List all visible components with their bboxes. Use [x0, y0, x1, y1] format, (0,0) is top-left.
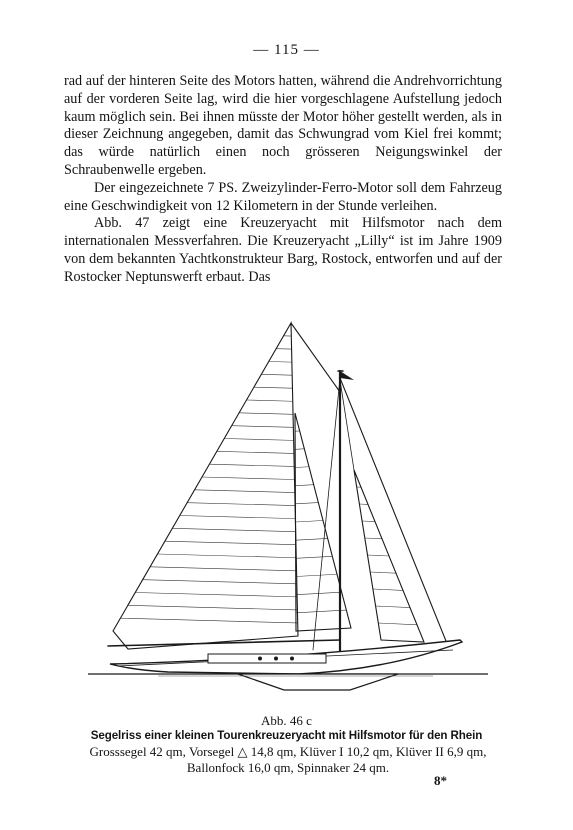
body-text	[64, 73, 502, 287]
porthole	[258, 657, 262, 661]
page-number: — 115 —	[253, 42, 320, 58]
foresail-outline	[295, 413, 351, 631]
signature-mark: 8*	[434, 773, 447, 788]
hatch-line	[370, 572, 396, 573]
hatch-line	[378, 623, 417, 625]
hatch-line	[373, 589, 403, 590]
figure-title: Segelriss einer kleinen Tourenkreuzeryacht mit Hilfsmotor für den Rhein	[90, 729, 483, 742]
hatch-line	[295, 449, 304, 450]
shroud	[313, 378, 340, 650]
jib-hatching	[357, 487, 417, 625]
figure-label: Abb. 46 c	[261, 713, 312, 728]
hatch-line	[376, 606, 410, 608]
sail-plan-figure	[88, 318, 488, 708]
hatch-line	[187, 503, 295, 506]
hatch-line	[232, 426, 294, 428]
hatch-line	[165, 541, 296, 545]
hatch-line	[180, 516, 296, 519]
hatch-line	[296, 556, 333, 558]
hatch-line	[296, 574, 337, 576]
foresail-hatching	[295, 431, 346, 613]
hatch-line	[247, 400, 293, 401]
paragraph: Der eingezeichnete 7 PS. Zweizylinder-Ferro-Motor soll dem Fahrzeug eine Geschwindigkeit von 12 Kilometern in der Stunde verleihen.	[64, 179, 502, 214]
hatch-line	[202, 477, 295, 480]
hatch-line	[209, 464, 294, 466]
pennant-flag	[340, 371, 354, 380]
hatch-line	[261, 374, 292, 375]
figure-details: Grosssegel 42 qm, Vorsegel △ 14,8 qm, Klüver I 10,2 qm, Klüver II 6,9 qm, Ballonfock 16,0 qm, Spinnaker 24 qm.	[89, 744, 487, 775]
hatch-line	[217, 451, 294, 453]
mainsail-hatching	[120, 336, 297, 623]
hatch-line	[296, 538, 328, 540]
hatch-line	[269, 362, 292, 363]
hatch-line	[295, 467, 309, 468]
hatch-line	[368, 555, 390, 556]
boom	[108, 640, 340, 646]
hatch-line	[365, 538, 382, 539]
porthole	[290, 657, 294, 661]
hatch-line	[362, 521, 375, 522]
hatch-line	[224, 439, 293, 441]
forestay	[340, 378, 448, 646]
keel	[238, 674, 398, 690]
hatch-line	[295, 503, 318, 504]
hatch-line	[128, 605, 298, 610]
hatch-line	[158, 554, 297, 558]
mainsail-outline	[113, 323, 298, 649]
hatch-line	[135, 593, 297, 597]
jib-outline	[354, 470, 424, 642]
hatch-line	[296, 610, 346, 613]
porthole	[274, 657, 278, 661]
hatch-line	[239, 413, 293, 414]
paragraph: Abb. 47 zeigt eine Kreuzeryacht mit Hilfsmotor nach dem internationalen Messverfahren. Die Kreuzeryacht „Lilly“ ist im Jahre 1909 von dem bekannten Yachtkonstrukteur Barg, Rostock, entworfen und auf der Rostocker Neptunswerft erbaut. Das	[64, 215, 502, 285]
hatch-line	[295, 485, 313, 486]
hatch-line	[172, 528, 295, 531]
cabin-house	[208, 654, 326, 663]
hatch-line	[143, 580, 297, 584]
hatch-line	[195, 490, 295, 493]
sail-plan-drawing	[88, 318, 488, 708]
hatch-line	[150, 567, 296, 571]
gaff	[291, 323, 340, 392]
hatch-line	[254, 387, 293, 388]
halyard	[340, 380, 354, 470]
hatch-line	[120, 618, 297, 623]
hatch-line	[296, 521, 324, 523]
paragraph: rad auf der hinteren Seite des Motors hatten, während die Andrehvorrichtung auf der vorderen Seite lag, wird die hier vorgeschlagene Aufstellung jedoch kaum möglich sein. Bei ihnen müsste der Motor höher gestellt werden, als in dieser Zeichnung angegeben, damit das Schwungrad vom Kiel frei kommt; das würde natürlich einen noch grösseren Neigungswinkel der Schraubenwelle ergeben.	[64, 73, 502, 178]
